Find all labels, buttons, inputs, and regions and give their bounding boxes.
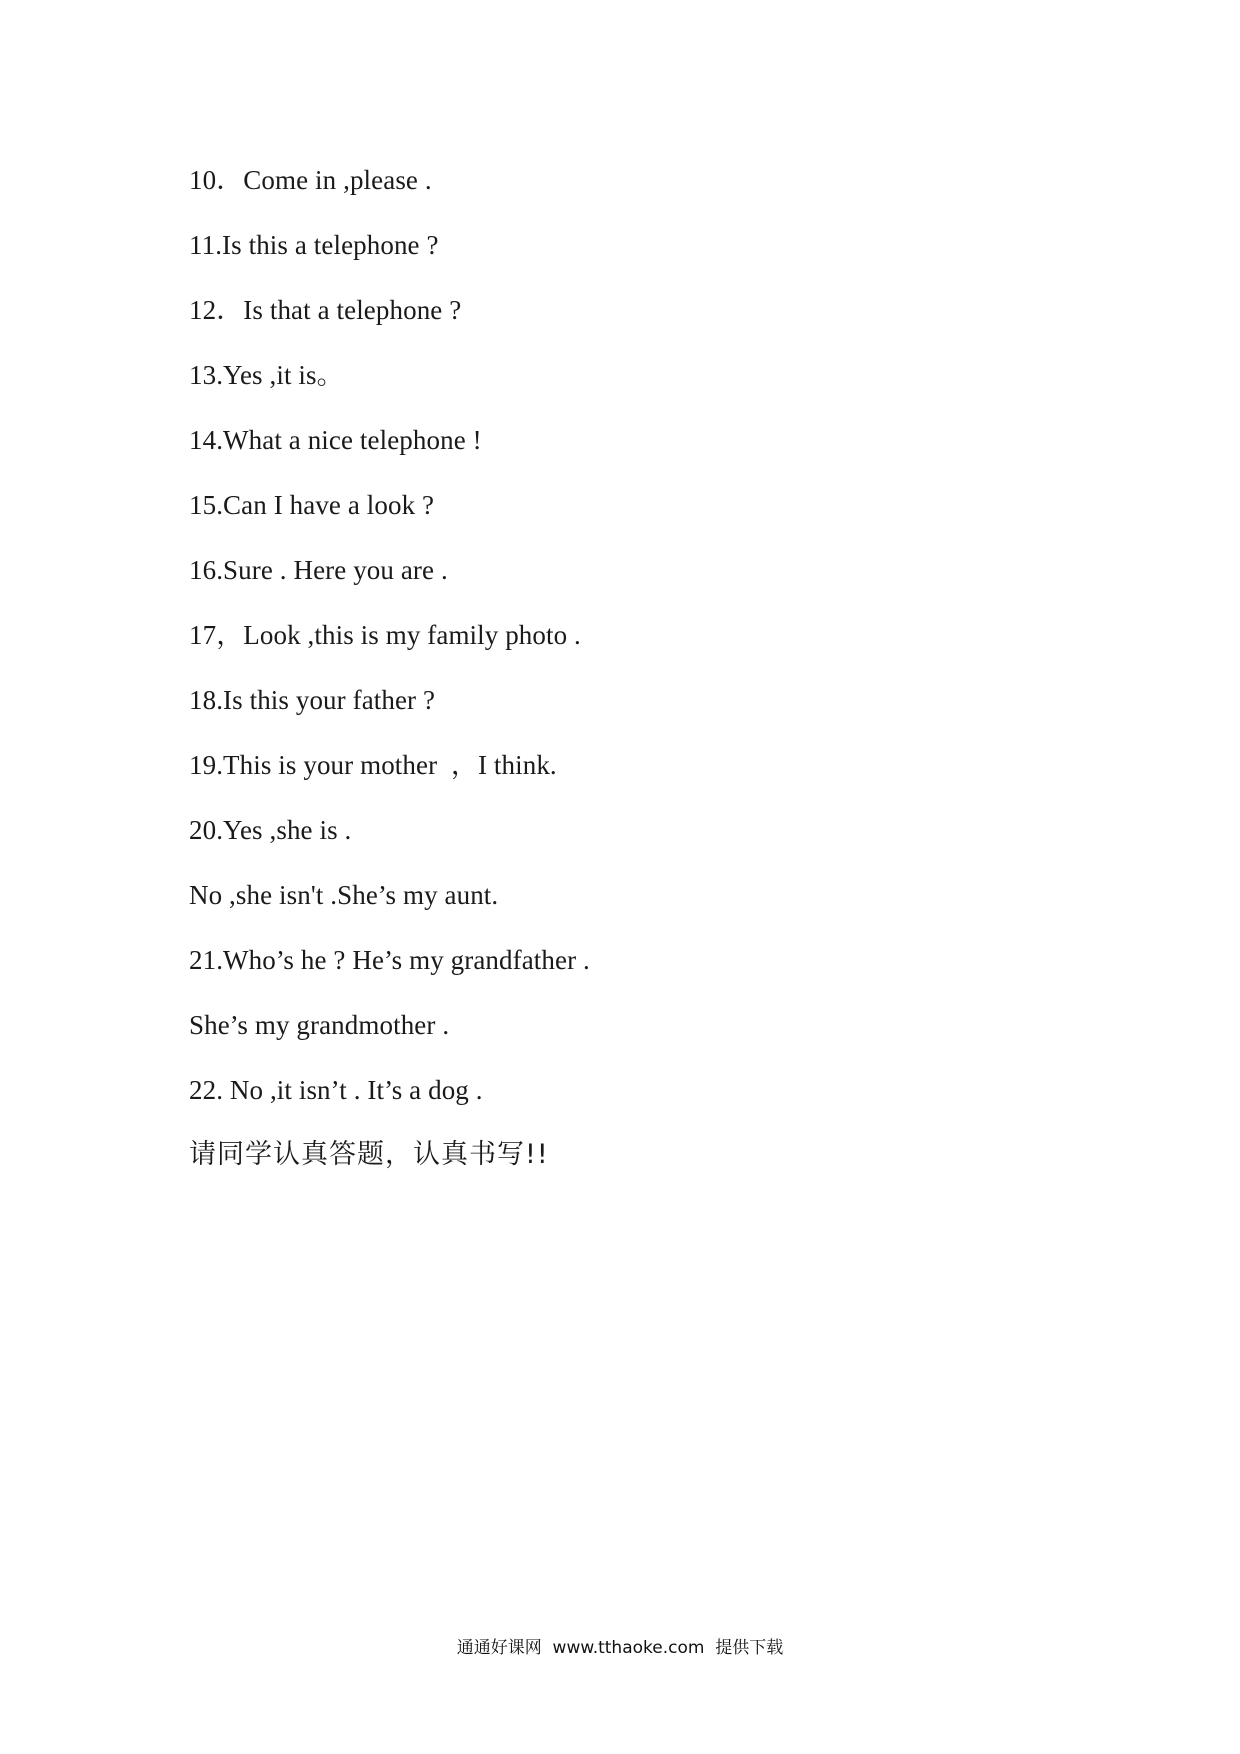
answer-line-13: 13.Yes ,it is。 (189, 360, 344, 390)
answer-line-19: 19.This is your mother ，I think. (189, 750, 557, 780)
answer-line-16: 16.Sure . Here you are . (189, 555, 448, 585)
page-footer: 通通好课网 www.tthaoke.com 提供下载 (456, 1638, 784, 1658)
answer-line-14: 14.What a nice telephone ! (189, 425, 482, 455)
answer-line-18: 18.Is this your father ? (189, 685, 436, 715)
answer-line-17: 17，Look ,this is my family photo . (189, 620, 581, 650)
answer-line-15: 15.Can I have a look ? (189, 490, 435, 520)
answer-line-10: 10．Come in ,please . (189, 165, 432, 195)
answer-line-22: 22. No ,it isn’t . It’s a dog . (189, 1075, 483, 1105)
answer-line-21-alt: She’s my grandmother . (189, 1010, 450, 1040)
answer-line-21: 21.Who’s he ? He’s my grandfather . (189, 945, 590, 975)
closing-instruction: 请同学认真答题，认真书写!! (189, 1139, 549, 1170)
answer-line-12: 12．Is that a telephone ? (189, 295, 462, 325)
answer-line-20: 20.Yes ,she is . (189, 815, 352, 845)
answer-list (189, 160, 1089, 1200)
answer-line-11: 11.Is this a telephone ? (189, 230, 439, 260)
answer-line-20-alt: No ,she isn't .She’s my aunt. (189, 880, 499, 910)
